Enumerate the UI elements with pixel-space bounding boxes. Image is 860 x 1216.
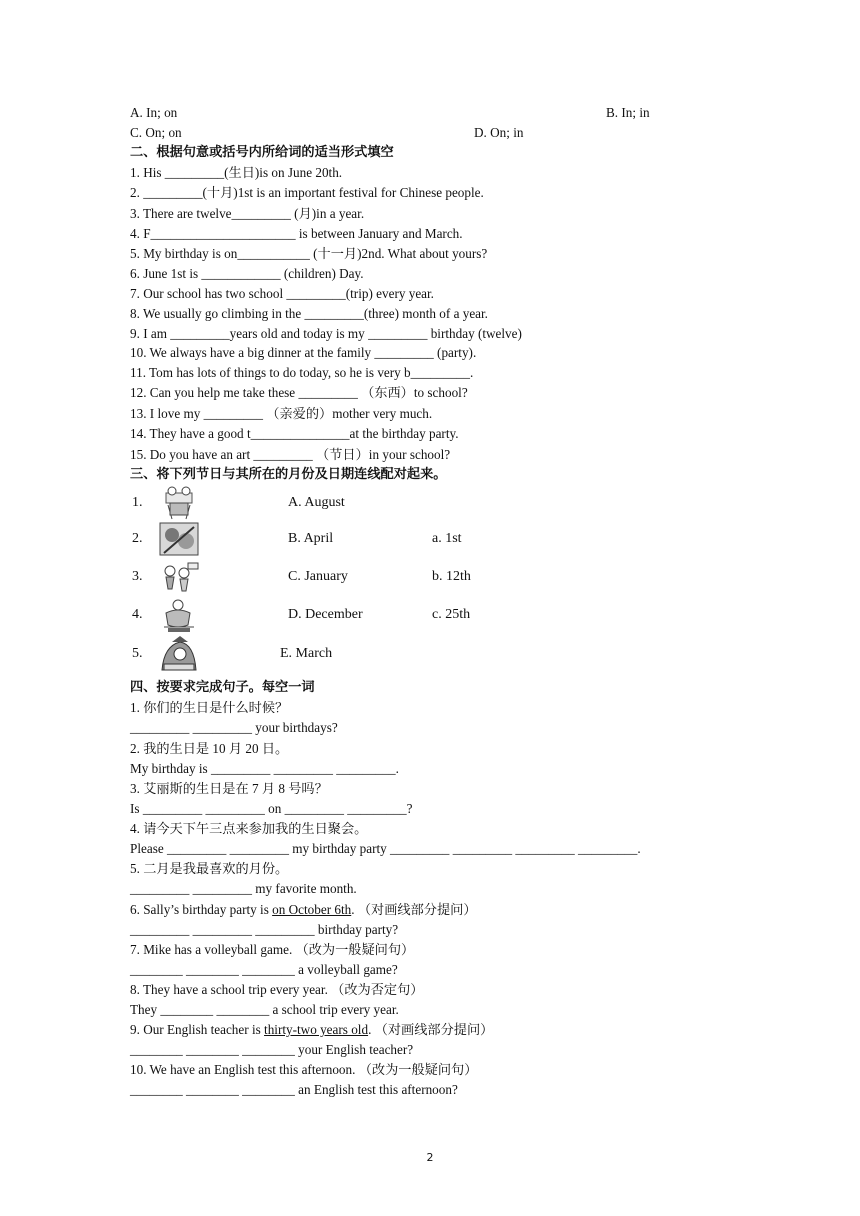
sentence-line-6 bbox=[130, 901, 477, 919]
new-year-picture bbox=[158, 521, 200, 557]
page-number: 2 bbox=[426, 1151, 434, 1164]
fill-item: 1. His _________(生日)is on June 20th. bbox=[130, 165, 343, 180]
christmas-picture bbox=[158, 636, 200, 672]
sentence-line: 2. 我的生日是 10 月 20 日。 bbox=[130, 741, 289, 756]
match-month: B. April bbox=[288, 531, 334, 546]
fill-item: 9. I am _________years old and today is my _________ birthday (twelve) bbox=[130, 326, 522, 341]
answer-line: ________ ________ ________ an English test this afternoon? bbox=[130, 1082, 458, 1097]
option-d: D. On; in bbox=[474, 125, 524, 140]
sentence-line: 10. We have an English test this afternoon. （改为一般疑问句） bbox=[130, 1062, 478, 1077]
sentence-line: 8. They have a school trip every year. （改为否定句） bbox=[130, 982, 424, 997]
match-number: 4. bbox=[132, 607, 143, 622]
option-c: C. On; on bbox=[130, 125, 182, 140]
section3-heading: 三、将下列节日与其所在的月份及日期连线配对起来。 bbox=[130, 467, 447, 482]
match-month: D. December bbox=[288, 607, 363, 622]
sentence-line: 4. 请今天下午三点来参加我的生日聚会。 bbox=[130, 821, 368, 836]
fill-item: 2. _________(十月)1st is an important festival for Chinese people. bbox=[130, 185, 484, 200]
answer-line: ________ ________ ________ your English teacher? bbox=[130, 1042, 414, 1057]
sentence-text: 9. Our English teacher is bbox=[130, 1022, 265, 1037]
answer-line: _________ _________ my favorite month. bbox=[130, 881, 357, 896]
answer-line: _________ _________ _________ birthday party? bbox=[130, 922, 399, 937]
match-number: 1. bbox=[132, 495, 143, 510]
match-month: C. January bbox=[288, 569, 348, 584]
teachers-day-picture bbox=[158, 485, 200, 521]
match-month: E. March bbox=[280, 646, 333, 661]
fill-item: 13. I love my _________ （亲爱的）mother very much. bbox=[130, 406, 433, 421]
fill-item: 11. Tom has lots of things to do today, so he is very b_________. bbox=[130, 365, 474, 380]
answer-line: They ________ ________ a school trip every year. bbox=[130, 1002, 399, 1017]
sentence-instruction: . （对画线部分提问） bbox=[368, 1022, 494, 1037]
underlined-phrase: on October 6th bbox=[272, 902, 352, 917]
answer-line: My birthday is _________ _________ _________. bbox=[130, 761, 399, 776]
answer-line: Is _________ _________ on _________ _________? bbox=[130, 801, 413, 816]
answer-line: Please _________ _________ my birthday party _________ _________ _________ _________. bbox=[130, 841, 641, 856]
fill-item: 15. Do you have an art _________ （节日）in your school? bbox=[130, 447, 451, 462]
sentence-line-9 bbox=[130, 1021, 493, 1039]
option-row-cd bbox=[130, 124, 524, 142]
fill-item: 6. June 1st is ____________ (children) Day. bbox=[130, 266, 364, 281]
match-number: 3. bbox=[132, 569, 143, 584]
match-day: b. 12th bbox=[432, 569, 471, 584]
fill-item: 14. They have a good t_______________at the birthday party. bbox=[130, 426, 459, 441]
fill-item: 12. Can you help me take these _________ （东西）to school? bbox=[130, 385, 468, 400]
option-b: B. In; in bbox=[606, 105, 650, 120]
match-number: 5. bbox=[132, 646, 143, 661]
sentence-line: 7. Mike has a volleyball game. （改为一般疑问句） bbox=[130, 942, 415, 957]
sentence-instruction: . （对画线部分提问） bbox=[351, 902, 477, 917]
underlined-phrase: thirty-two years old bbox=[264, 1022, 369, 1037]
fill-item: 3. There are twelve_________ (月)in a year. bbox=[130, 206, 365, 221]
fill-item: 10. We always have a big dinner at the family _________ (party). bbox=[130, 345, 477, 360]
fill-item: 4. F______________________ is between January and March. bbox=[130, 226, 463, 241]
sentence-text: 6. Sally’s birthday party is bbox=[130, 902, 273, 917]
sentence-line: 5. 二月是我最喜欢的月份。 bbox=[130, 861, 289, 876]
match-number: 2. bbox=[132, 531, 143, 546]
fill-item: 8. We usually go climbing in the _________(three) month of a year. bbox=[130, 306, 488, 321]
match-day: c. 25th bbox=[432, 607, 471, 622]
answer-line: _________ _________ your birthdays? bbox=[130, 720, 338, 735]
army-day-picture bbox=[158, 597, 200, 633]
section4-heading: 四、按要求完成句子。每空一词 bbox=[130, 680, 315, 695]
fill-item: 7. Our school has two school _________(trip) every year. bbox=[130, 286, 434, 301]
childrens-day-picture bbox=[158, 559, 200, 595]
match-month: A. August bbox=[288, 495, 345, 510]
sentence-line: 3. 艾丽斯的生日是在 7 月 8 号吗？ bbox=[130, 781, 328, 796]
fill-item: 5. My birthday is on___________ (十一月)2nd. What about yours? bbox=[130, 246, 488, 261]
section2-heading: 二、根据句意或括号内所给词的适当形式填空 bbox=[130, 145, 394, 160]
option-row-ab bbox=[130, 104, 650, 122]
answer-line: ________ ________ ________ a volleyball game? bbox=[130, 962, 398, 977]
match-day: a. 1st bbox=[432, 531, 462, 546]
option-a: A. In; on bbox=[130, 105, 178, 120]
sentence-line: 1. 你们的生日是什么时候？ bbox=[130, 700, 289, 715]
